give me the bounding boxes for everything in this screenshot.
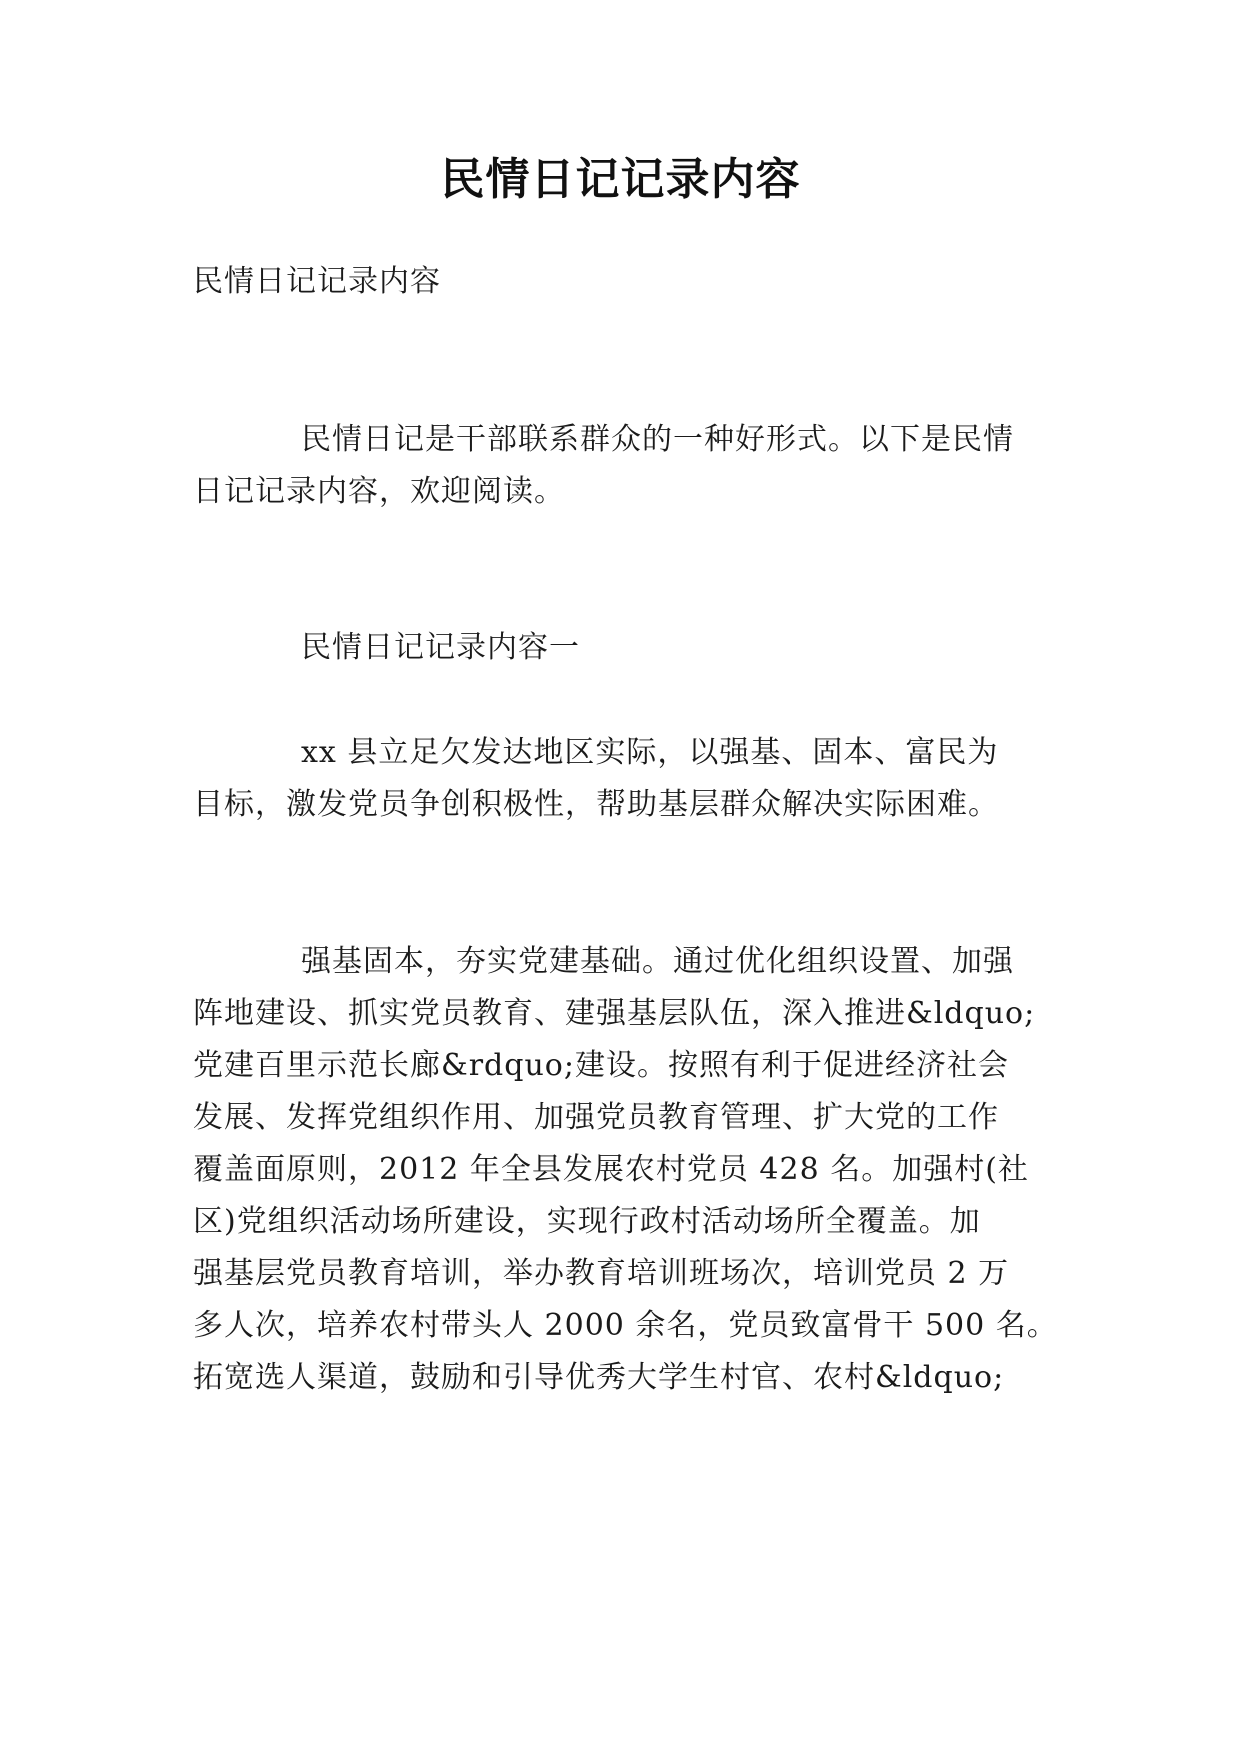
intro-line-1: 民情日记是干部联系群众的一种好形式。以下是民情 bbox=[301, 422, 1014, 457]
intro-line-2: 日记记录内容，欢迎阅读。 bbox=[193, 474, 565, 509]
paragraph2-line-8: 多人次，培养农村带头人 2000 余名，党员致富骨干 500 名。 bbox=[193, 1308, 1058, 1343]
paragraph2-line-3: 党建百里示范长廊&rdquo;建设。按照有利于促进经济社会 bbox=[193, 1048, 1009, 1083]
document-title: 民情日记记录内容 bbox=[440, 154, 801, 205]
section-heading: 民情日记记录内容一 bbox=[301, 630, 580, 665]
paragraph2-line-1: 强基固本，夯实党建基础。通过优化组织设置、加强 bbox=[301, 944, 1014, 979]
paragraph2-line-7: 强基层党员教育培训，举办教育培训班场次，培训党员 2 万 bbox=[193, 1256, 1010, 1291]
paragraph2-line-9: 拓宽选人渠道，鼓励和引导优秀大学生村官、农村&ldquo; bbox=[193, 1360, 1005, 1395]
paragraph1-line-2: 目标，激发党员争创积极性，帮助基层群众解决实际困难。 bbox=[193, 787, 999, 822]
document-subtitle: 民情日记记录内容 bbox=[193, 264, 441, 299]
paragraph2-line-5: 覆盖面原则，2012 年全县发展农村党员 428 名。加强村(社 bbox=[193, 1152, 1029, 1187]
paragraph2-line-2: 阵地建设、抓实党员教育、建强基层队伍，深入推进&ldquo; bbox=[193, 996, 1036, 1031]
paragraph1-line-1: xx 县立足欠发达地区实际，以强基、固本、富民为 bbox=[301, 735, 999, 770]
paragraph2-line-6: 区)党组织活动场所建设，实现行政村活动场所全覆盖。加 bbox=[193, 1204, 981, 1239]
paragraph2-line-4: 发展、发挥党组织作用、加强党员教育管理、扩大党的工作 bbox=[193, 1100, 999, 1135]
